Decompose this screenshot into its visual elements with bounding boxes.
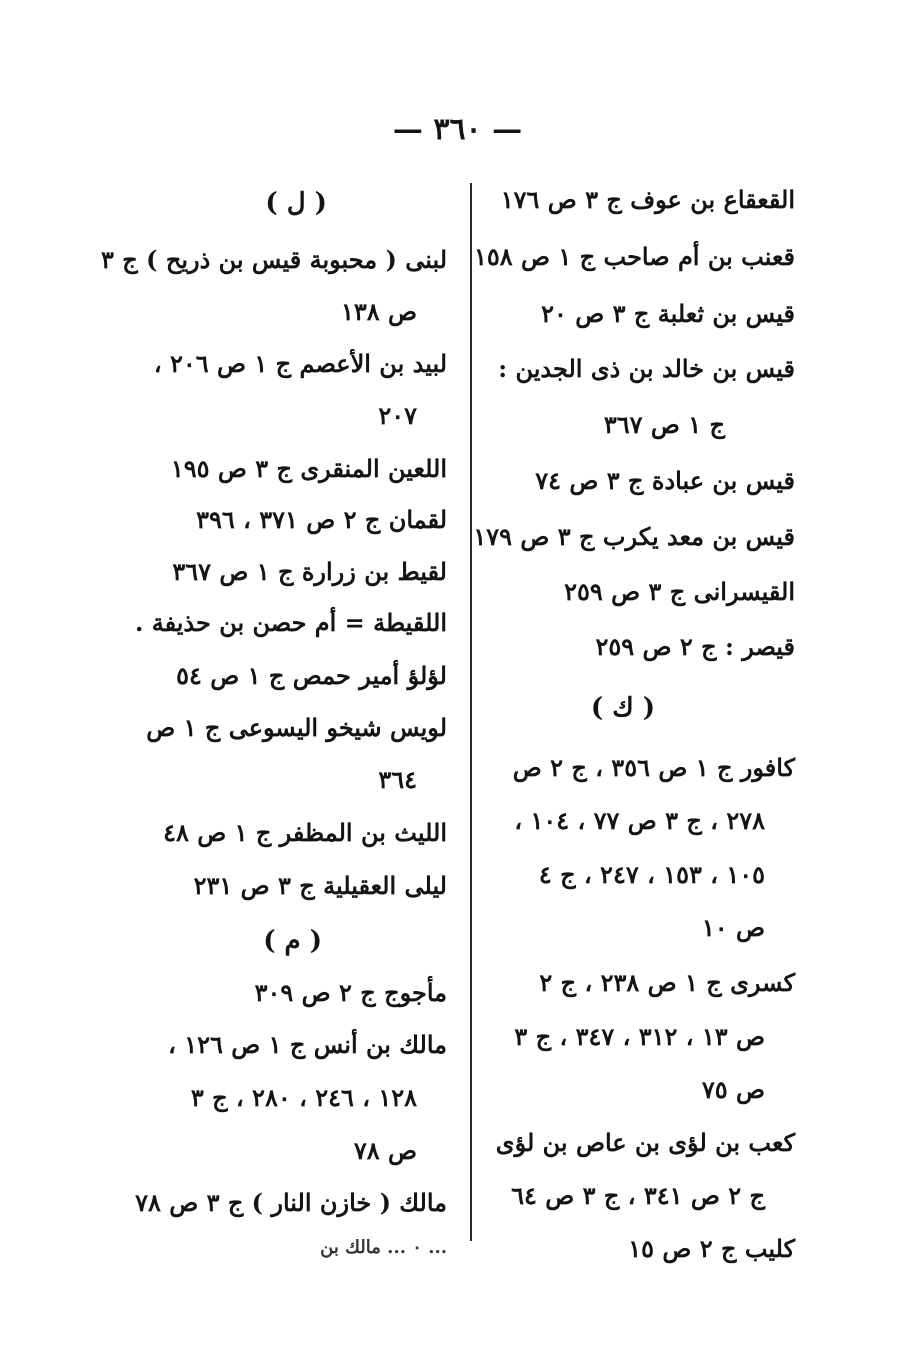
index-entry-continuation: ج ٢ ص ٣٤١ ، ج ٣ ص ٦٤ <box>511 1181 765 1210</box>
index-entry-continuation: ١٢٨ ، ٢٤٦ ، ٢٨٠ ، ج ٣ <box>190 1083 417 1112</box>
index-entry: القيسرانى ج ٣ ص ٢٥٩ <box>564 577 795 606</box>
index-entry-cut-off: ... ٠ ... مالك بن <box>320 1237 447 1258</box>
index-entry: كليب ج ٢ ص ١٥ <box>628 1234 795 1263</box>
index-entry-continuation: ص ١٠ <box>701 913 765 942</box>
index-entry: لبنى ( محبوبة قيس بن ذريح ) ج ٣ <box>101 245 447 274</box>
index-entry: اللقيطة = أم حصن بن حذيفة . <box>135 608 447 637</box>
index-entry: الليث بن المظفر ج ١ ص ٤٨ <box>163 818 447 847</box>
section-heading-kaf: ( ك ) <box>590 693 655 723</box>
index-entry: اللعين المنقرى ج ٣ ص ١٩٥ <box>170 454 447 483</box>
index-entry: مالك بن أنس ج ١ ص ١٢٦ ، <box>168 1030 447 1059</box>
index-entry: قعنب بن أم صاحب ج ١ ص ١٥٨ <box>474 242 795 271</box>
index-entry-continuation: ٢٠٧ <box>378 401 417 430</box>
index-entry: كافور ج ١ ص ٣٥٦ ، ج ٢ ص <box>512 753 795 782</box>
index-entry: القعقاع بن عوف ج ٣ ص ١٧٦ <box>500 185 795 214</box>
index-entry: لبيد بن الأعصم ج ١ ص ٢٠٦ ، <box>153 349 447 378</box>
column-divider <box>470 183 472 1241</box>
index-entry: كعب بن لؤى بن عاص بن لؤى <box>495 1128 795 1157</box>
index-entry: ليلى العقيلية ج ٣ ص ٢٣١ <box>193 871 447 900</box>
index-entry: لويس شيخو اليسوعى ج ١ ص <box>146 713 447 742</box>
index-entry-continuation: ص ١٣٨ <box>340 297 417 326</box>
index-entry: مأجوج ج ٢ ص ٣٠٩ <box>254 978 447 1007</box>
index-entry-continuation: ١٠٥ ، ١٥٣ ، ٢٤٧ ، ج ٤ <box>538 860 765 889</box>
section-heading-lam: ( ل ) <box>265 188 327 218</box>
index-entry: لقيط بن زرارة ج ١ ص ٣٦٧ <box>172 557 447 586</box>
index-entry: قيس بن عبادة ج ٣ ص ٧٤ <box>535 466 795 495</box>
index-entry: لقمان ج ٢ ص ٣٧١ ، ٣٩٦ <box>196 505 447 534</box>
index-entry: قيس بن معد يكرب ج ٣ ص ١٧٩ <box>473 522 795 551</box>
index-entry: كسرى ج ١ ص ٢٣٨ ، ج ٢ <box>539 968 795 997</box>
index-entry: قيصر : ج ٢ ص ٢٥٩ <box>595 632 795 661</box>
section-heading-mim: ( م ) <box>263 926 322 956</box>
index-entry: مالك ( خازن النار ) ج ٣ ص ٧٨ <box>135 1188 447 1217</box>
index-entry: لؤلؤ أمير حمص ج ١ ص ٥٤ <box>176 661 447 690</box>
index-entry-continuation: ٢٧٨ ، ج ٣ ص ٧٧ ، ١٠٤ ، <box>514 806 765 835</box>
index-entry-continuation: ص ٧٨ <box>353 1136 417 1165</box>
page-number: — ٣٦٠ — <box>392 112 523 147</box>
index-entry-continuation: ج ١ ص ٣٦٧ <box>603 410 725 439</box>
index-entry: قيس بن خالد بن ذى الجدين : <box>498 354 795 383</box>
index-entry: قيس بن ثعلبة ج ٣ ص ٢٠ <box>541 299 795 328</box>
index-entry-continuation: ص ١٣ ، ٣١٢ ، ٣٤٧ ، ج ٣ <box>514 1022 765 1051</box>
index-entry-continuation: ص ٧٥ <box>701 1075 765 1104</box>
index-entry-continuation: ٣٦٤ <box>378 765 417 794</box>
